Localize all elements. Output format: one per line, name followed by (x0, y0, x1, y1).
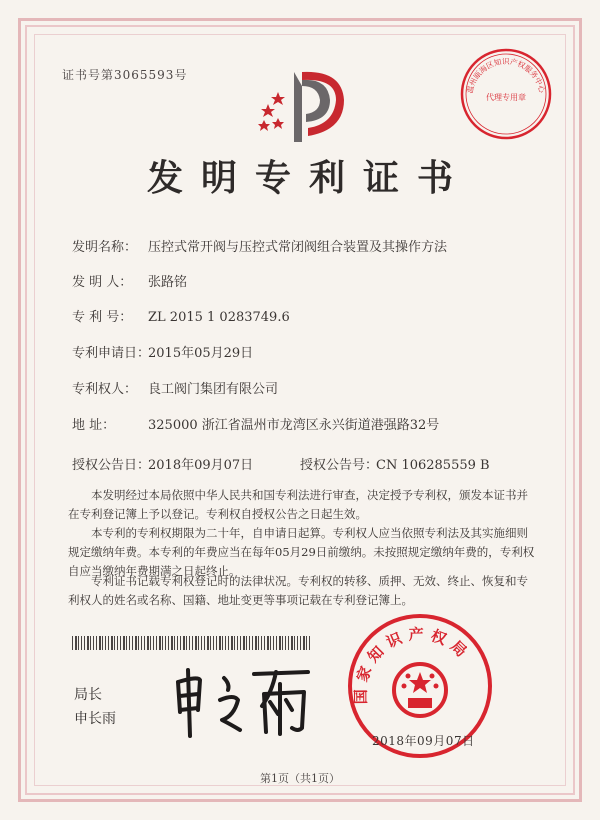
grant-date-label: 授权公告日： (72, 458, 151, 473)
body-paragraph-1: 本发明经过本局依照中华人民共和国专利法进行审查，决定授予专利权，颁发本证书并在专利登记簿上予以登记。专利权自授权公告之日起生效。 (68, 488, 528, 521)
grant-date-value: 2018年09月07日 (148, 458, 254, 473)
patent-number-value: ZL 2015 1 0283749.6 (148, 310, 290, 325)
inventor-label: 发 明 人： (72, 275, 133, 290)
signature (168, 664, 318, 742)
patentee-label: 专利权人： (72, 382, 138, 397)
address-label: 地 址： (72, 418, 116, 433)
patent-number-field (72, 306, 290, 325)
certificate-body (68, 486, 538, 581)
certificate-body-2 (68, 572, 538, 610)
svg-text:代理专用章: 代理专用章 (486, 93, 526, 102)
director-name: 申长雨 (74, 711, 116, 727)
inventor-field (72, 271, 187, 290)
svg-text:国家知识产权局: 国家知识产权局 (351, 625, 475, 705)
barcode (72, 636, 312, 650)
svg-text:温州瓯海区知识产权服务中心: 温州瓯海区知识产权服务中心 (465, 56, 547, 95)
body-paragraph-3: 专利证书记载专利权登记时的法律状况。专利权的转移、质押、无效、终止、恢复和专利权人的姓名或名称、国籍、地址变更等事项记载在专利登记簿上。 (68, 574, 528, 607)
national-emblem-icon (394, 664, 446, 716)
patentee-field (72, 378, 278, 397)
application-date-field (72, 342, 253, 361)
grant-number-label: 授权公告号： (300, 458, 379, 473)
director-title: 局长 (74, 687, 102, 703)
invention-name-field (72, 236, 447, 255)
body-paragraph-2: 本专利的专利权期限为二十年，自申请日起算。专利权人应当依照专利法及其实施细则规定缴纳年费。本专利的年费应当在每年05月29日前缴纳。未按照规定缴纳年费的，专利权自应当缴纳年费期满之日起终止。 (68, 526, 535, 578)
address-value: 325000 浙江省温州市龙湾区永兴街道港强路32号 (148, 418, 440, 433)
invention-name-value: 压控式常开阀与压控式常闭阀组合装置及其操作方法 (148, 240, 448, 255)
seal-date: 2018年09月07日 (372, 734, 475, 748)
grant-number-value: CN 106285559 B (376, 458, 490, 473)
invention-name-label: 发明名称： (72, 240, 138, 255)
certificate-title: 发明专利证书 (146, 157, 471, 199)
patent-number-label: 专 利 号： (72, 310, 133, 325)
agency-seal (458, 46, 554, 142)
certificate-number: 证书号第3065593号 (62, 68, 188, 82)
grant-date-field (72, 454, 253, 473)
patentee-value: 良工阀门集团有限公司 (148, 382, 279, 397)
page-number: 第1页（共1页） (260, 772, 340, 785)
patent-office-logo (256, 64, 350, 148)
inventor-value: 张路铭 (148, 275, 188, 290)
grant-number-field (300, 454, 490, 473)
address-field (72, 414, 439, 433)
application-date-value: 2015年05月29日 (148, 346, 254, 361)
application-date-label: 专利申请日： (72, 346, 151, 361)
